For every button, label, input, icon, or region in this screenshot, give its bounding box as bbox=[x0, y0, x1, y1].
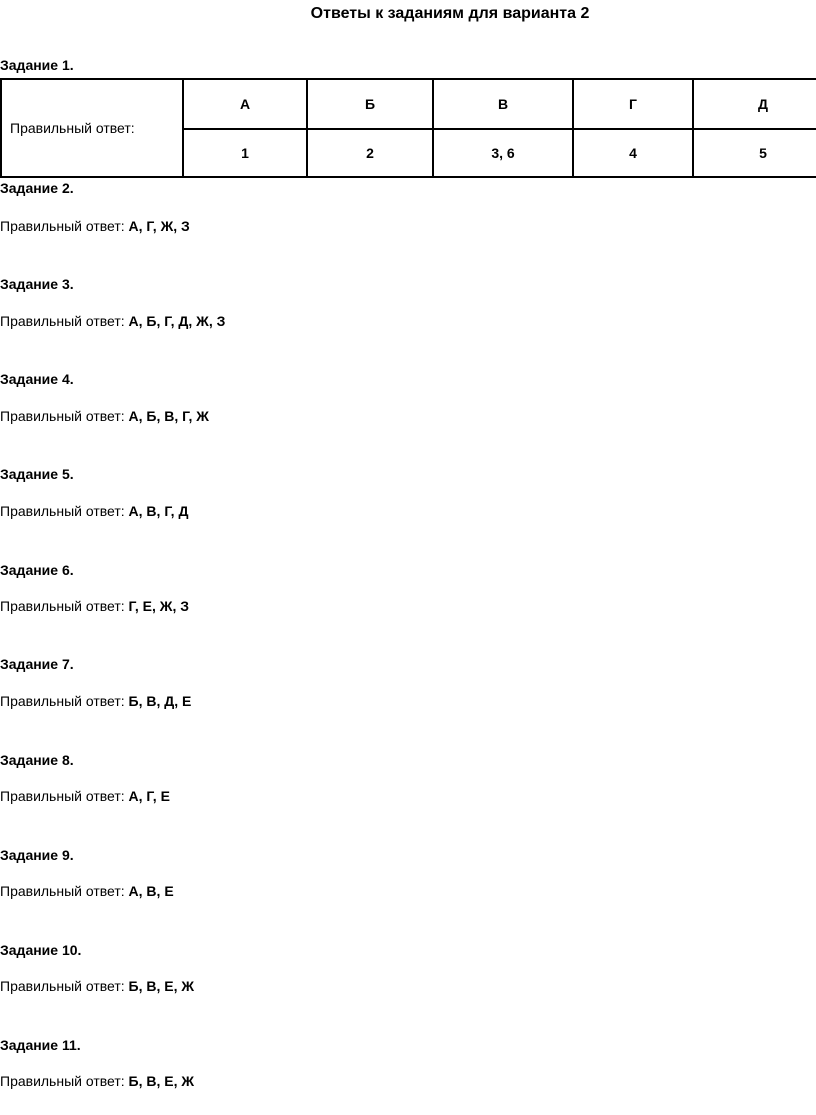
task-5-answer bbox=[0, 503, 188, 519]
value-cell: 5 bbox=[693, 129, 816, 177]
answer-value: А, Б, В, Г, Ж bbox=[128, 408, 209, 424]
answer-label: Правильный ответ: bbox=[0, 313, 129, 329]
answer-label: Правильный ответ: bbox=[0, 598, 129, 614]
answer-label: Правильный ответ: bbox=[0, 883, 129, 899]
task-4-answer bbox=[0, 408, 209, 424]
answer-label: Правильный ответ: bbox=[0, 1073, 129, 1089]
answer-value: А, В, Е bbox=[128, 883, 174, 899]
task-1-title: Задание 1. bbox=[0, 57, 74, 73]
value-cell: 2 bbox=[307, 129, 433, 177]
task-7-title: Задание 7. bbox=[0, 656, 74, 672]
answer-label: Правильный ответ: bbox=[0, 693, 129, 709]
task-2-title: Задание 2. bbox=[0, 180, 74, 196]
answer-value: Б, В, Е, Ж bbox=[128, 1073, 195, 1089]
task-1-answer-table bbox=[0, 78, 816, 178]
task-6-answer bbox=[0, 598, 189, 614]
page-title: Ответы к заданиям для варианта 2 bbox=[310, 5, 590, 22]
value-cell: 1 bbox=[183, 129, 307, 177]
answer-label: Правильный ответ: bbox=[0, 788, 129, 804]
task-11-title: Задание 11. bbox=[0, 1037, 81, 1053]
value-cell: 3, 6 bbox=[433, 129, 573, 177]
task-10-title: Задание 10. bbox=[0, 942, 82, 958]
task-10-answer bbox=[0, 978, 194, 994]
header-cell: А bbox=[183, 79, 307, 129]
header-cell: Г bbox=[573, 79, 693, 129]
task-11-answer bbox=[0, 1073, 194, 1089]
row-label-cell: Правильный ответ: bbox=[1, 79, 183, 177]
task-3-answer bbox=[0, 313, 225, 329]
task-6-title: Задание 6. bbox=[0, 562, 74, 578]
task-3-title: Задание 3. bbox=[0, 276, 74, 292]
header-cell: Д bbox=[693, 79, 816, 129]
answer-value: Г, Е, Ж, З bbox=[128, 598, 190, 614]
header-cell: Б bbox=[307, 79, 433, 129]
task-8-title: Задание 8. bbox=[0, 752, 74, 768]
header-cell: В bbox=[433, 79, 573, 129]
answer-label: Правильный ответ: bbox=[0, 503, 129, 519]
task-8-answer bbox=[0, 788, 170, 804]
task-9-title: Задание 9. bbox=[0, 847, 74, 863]
answer-label: Правильный ответ: bbox=[0, 218, 129, 234]
table-row bbox=[1, 79, 816, 129]
task-4-title: Задание 4. bbox=[0, 371, 74, 387]
answer-value: А, В, Г, Д bbox=[128, 503, 189, 519]
task-5-title: Задание 5. bbox=[0, 466, 74, 482]
answer-label: Правильный ответ: bbox=[0, 978, 129, 994]
answer-value: А, Г, Е bbox=[128, 788, 170, 804]
answer-label: Правильный ответ: bbox=[0, 408, 129, 424]
value-cell: 4 bbox=[573, 129, 693, 177]
task-2-answer bbox=[0, 218, 190, 234]
answer-value: А, Г, Ж, З bbox=[128, 218, 190, 234]
answer-value: Б, В, Е, Ж bbox=[128, 978, 195, 994]
answer-value: А, Б, Г, Д, Ж, З bbox=[128, 313, 226, 329]
task-7-answer bbox=[0, 693, 191, 709]
task-9-answer bbox=[0, 883, 174, 899]
answer-value: Б, В, Д, Е bbox=[128, 693, 192, 709]
